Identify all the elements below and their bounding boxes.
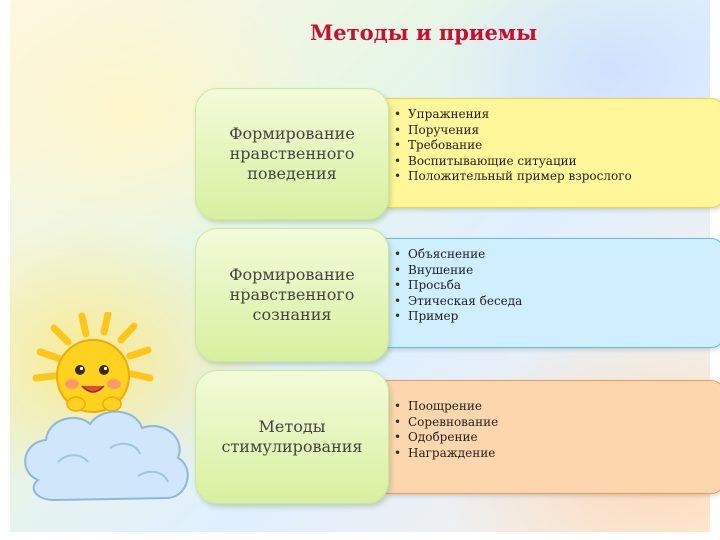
cloud-icon [25,412,188,500]
sun-cloud-illustration [18,312,198,512]
heading-stimulation: Методы стимулирования [221,417,363,456]
page-title: Методы и приемы [310,20,538,45]
detail-box-stimulation [385,380,720,494]
list-item: • Объяснение [408,247,720,263]
list-item: • Положительный пример взрослого [408,169,720,185]
heading-box-behavior [195,88,389,220]
list-item: • Одобрение [408,430,720,446]
list-item: • Воспитывающие ситуации [408,154,720,170]
heading-behavior: Формирование нравственного поведения [229,124,355,183]
list-item: • Внушение [408,263,720,279]
list-item: • Награждение [408,446,720,462]
item-list-behavior [386,99,720,185]
item-list-consciousness [386,239,720,325]
heading-consciousness: Формирование нравственного сознания [229,265,355,324]
item-list-stimulation [386,381,720,461]
detail-box-behavior [385,98,720,208]
list-item: • Просьба [408,278,720,294]
list-item: • Упражнения [408,107,720,123]
list-item: • Поощрение [408,399,720,415]
list-item: • Требование [408,138,720,154]
sun-icon [36,314,150,412]
heading-box-stimulation [195,370,389,504]
list-item: • Поручения [408,123,720,139]
list-item: • Пример [408,309,720,325]
slide-background [10,0,710,532]
list-item: • Этическая беседа [408,294,720,310]
list-item: • Соревнование [408,415,720,431]
heading-box-consciousness [195,228,389,362]
detail-box-consciousness [385,238,720,348]
